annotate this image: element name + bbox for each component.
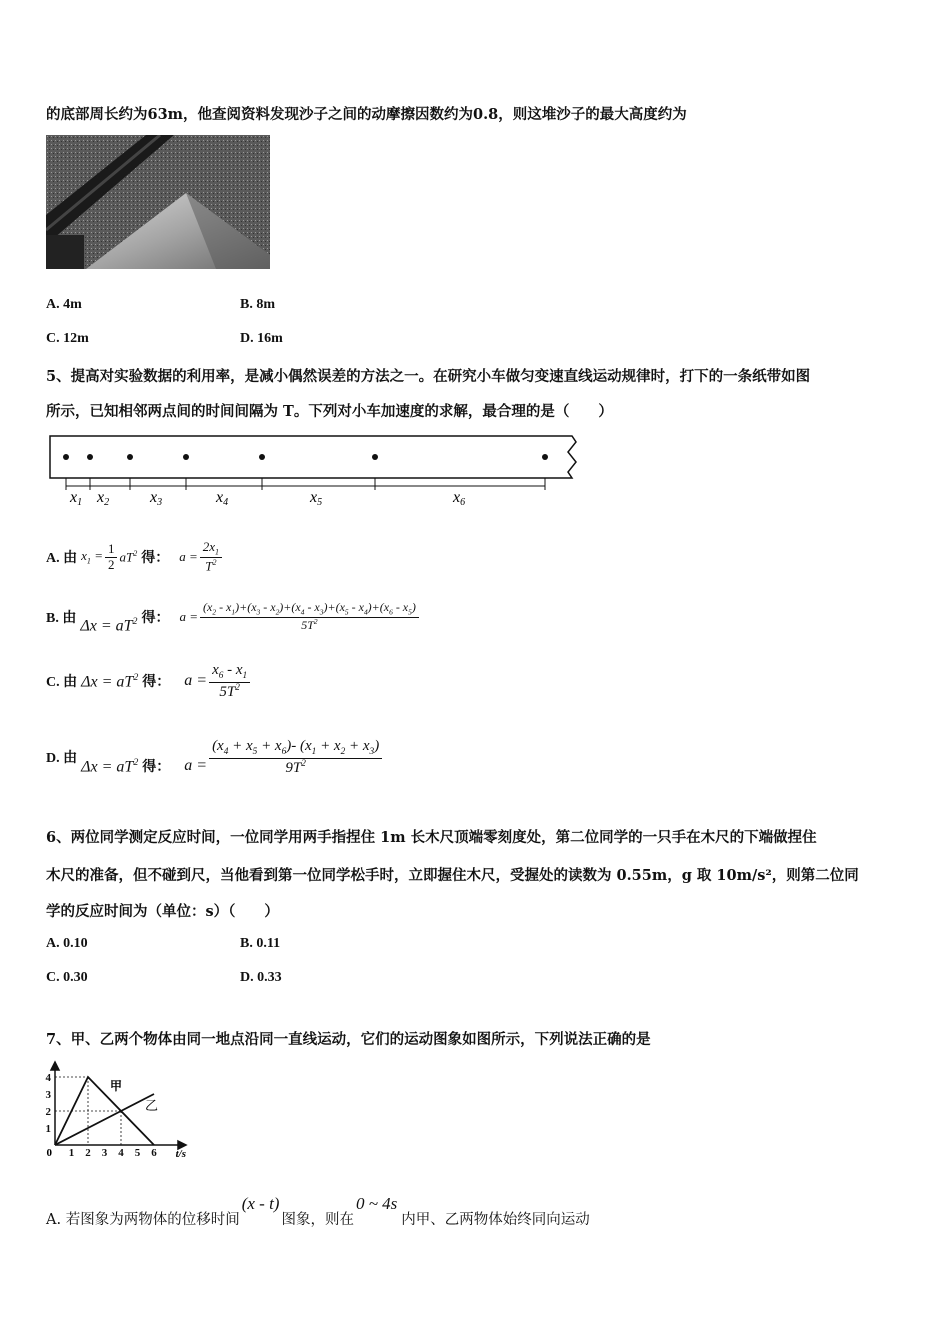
q5-option-b[interactable]: B. 由 $\Delta x = aT^2$ 得： a = $\frac{(x_2 - x_1)+(x_3 - x_2)+(x_4 - x_3)+(x_5 - x_4)+(x_6 - x_5)}{5T^2}$ <box>46 598 421 635</box>
tape-dot <box>87 454 93 460</box>
x-tick-origin: 0 <box>46 1147 52 1159</box>
series-label-jia: 甲 <box>110 1079 123 1093</box>
sand-pile-photo <box>46 135 270 269</box>
q6-stem-line1: 6、两位同学测定反应时间，一位同学用两手指捏住 1m 长木尺顶端零刻度处，第二位同学的一只手在木尺的下端做捏住 <box>46 829 817 846</box>
q6-option-b[interactable]: B. 0.11 <box>240 936 281 951</box>
y-tick-label: 4 <box>45 1072 51 1084</box>
q6-option-a[interactable]: A. 0.10 <box>46 936 88 951</box>
tape-label-x3: x3 <box>150 489 163 508</box>
q4-option-c[interactable]: C. 12m <box>46 331 89 346</box>
y-tick-label: 3 <box>45 1089 51 1101</box>
tape-dot <box>372 454 378 460</box>
series-label-yi: 乙 <box>145 1098 159 1113</box>
q5-option-d-de: 得： <box>142 760 171 776</box>
q4-option-a[interactable]: A. 4m <box>46 297 82 312</box>
q5-option-c-de: 得： <box>142 675 171 691</box>
q7-option-a-range: 0 ~ 4s <box>355 1194 398 1213</box>
paper-tape-diagram <box>44 432 584 512</box>
q5-option-b-de: 得： <box>141 610 170 626</box>
q7-option-a[interactable] <box>46 1194 590 1229</box>
q5-option-d-prefix: D. 由 <box>46 751 78 767</box>
tape-label-x4: x4 <box>216 489 229 508</box>
tape-label-x5: x5 <box>310 489 323 508</box>
q6-stem-line2: 木尺的准备，但不碰到尺，当他看到第一位同学松手时，立即握住木尺，受握处的读数为 0.55m，g 取 10m/s²，则第二位同 <box>46 867 859 884</box>
q5-stem-line2: 所示，已知相邻两点间的时间间隔为 T。下列对小车加速度的求解，最合理的是（ ） <box>46 403 613 420</box>
q5-option-c-prefix: C. 由 <box>46 675 78 691</box>
q5-option-d[interactable]: D. 由 $\Delta x = aT^2$ 得： a = $\frac{(x_4 + x_5 + x_6)- (x_1 + x_2 + x_3)}{9T^2}$ <box>46 738 384 777</box>
q7-option-a-mid: 图象，则在 <box>281 1212 354 1228</box>
tape-dot <box>259 454 265 460</box>
q7-stem-line1: 7、甲、乙两个物体由同一地点沿同一直线运动，它们的运动图象如图所示，下列说法正确的是 <box>46 1031 651 1048</box>
tape-dot <box>63 454 69 460</box>
x-tick-label: 2 <box>85 1147 91 1159</box>
series-line-yi <box>55 1094 154 1145</box>
q5-stem-line1: 5、提高对实验数据的利用率，是减小偶然误差的方法之一。在研究小车做匀变速直线运动规律时，打下的一条纸带如图 <box>46 368 811 385</box>
q6-option-d[interactable]: D. 0.33 <box>240 970 282 985</box>
q5-option-a[interactable]: A. 由 $x_1$ = $\frac{1}{2}$ $aT^2$ 得： a = $\frac{2x_1}{T^2}$ <box>46 540 224 574</box>
x-axis-unit: t/s <box>175 1148 186 1160</box>
motion-graph <box>40 1060 190 1160</box>
q4-option-b[interactable]: B. 8m <box>240 297 275 312</box>
q7-option-a-xt: (x - t) <box>241 1194 280 1213</box>
q5-option-a-prefix: A. 由 <box>46 551 78 567</box>
x-tick-label: 3 <box>101 1147 108 1159</box>
q6-stem-line3: 学的反应时间为（单位：s）（ ） <box>46 903 279 920</box>
tape-label-x6: x6 <box>453 489 466 508</box>
tape-label-x1: x1 <box>70 489 83 508</box>
question-intro-line: 的底部周长约为63m，他查阅资料发现沙子之间的动摩擦因数约为0.8，则这堆沙子的最大高度约为 <box>46 106 687 123</box>
x-tick-label: 1 <box>68 1147 75 1159</box>
x-tick-label: 5 <box>134 1147 141 1159</box>
q6-option-c[interactable]: C. 0.30 <box>46 970 88 985</box>
q4-option-d[interactable]: D. 16m <box>240 331 283 346</box>
tape-dot <box>127 454 133 460</box>
tape-label-x2: x2 <box>97 489 110 508</box>
x-tick-label: 6 <box>151 1147 157 1159</box>
tape-dot <box>542 454 548 460</box>
y-tick-label: 1 <box>45 1123 51 1135</box>
y-tick-label: 2 <box>45 1106 51 1118</box>
q5-option-c[interactable]: C. 由 $\Delta x = aT^2$ 得： a = $\frac{x_6 - x_1}{5T^2}$ <box>46 662 252 701</box>
q7-option-a-pre: A. 若图象为两物体的位移时间 <box>46 1212 240 1228</box>
q7-option-a-post: 内甲、乙两物体始终同向运动 <box>401 1212 590 1228</box>
tape-dot <box>183 454 189 460</box>
q5-option-a-de: 得： <box>141 551 170 567</box>
x-tick-label: 4 <box>118 1147 124 1159</box>
q5-option-b-prefix: B. 由 <box>46 610 77 626</box>
